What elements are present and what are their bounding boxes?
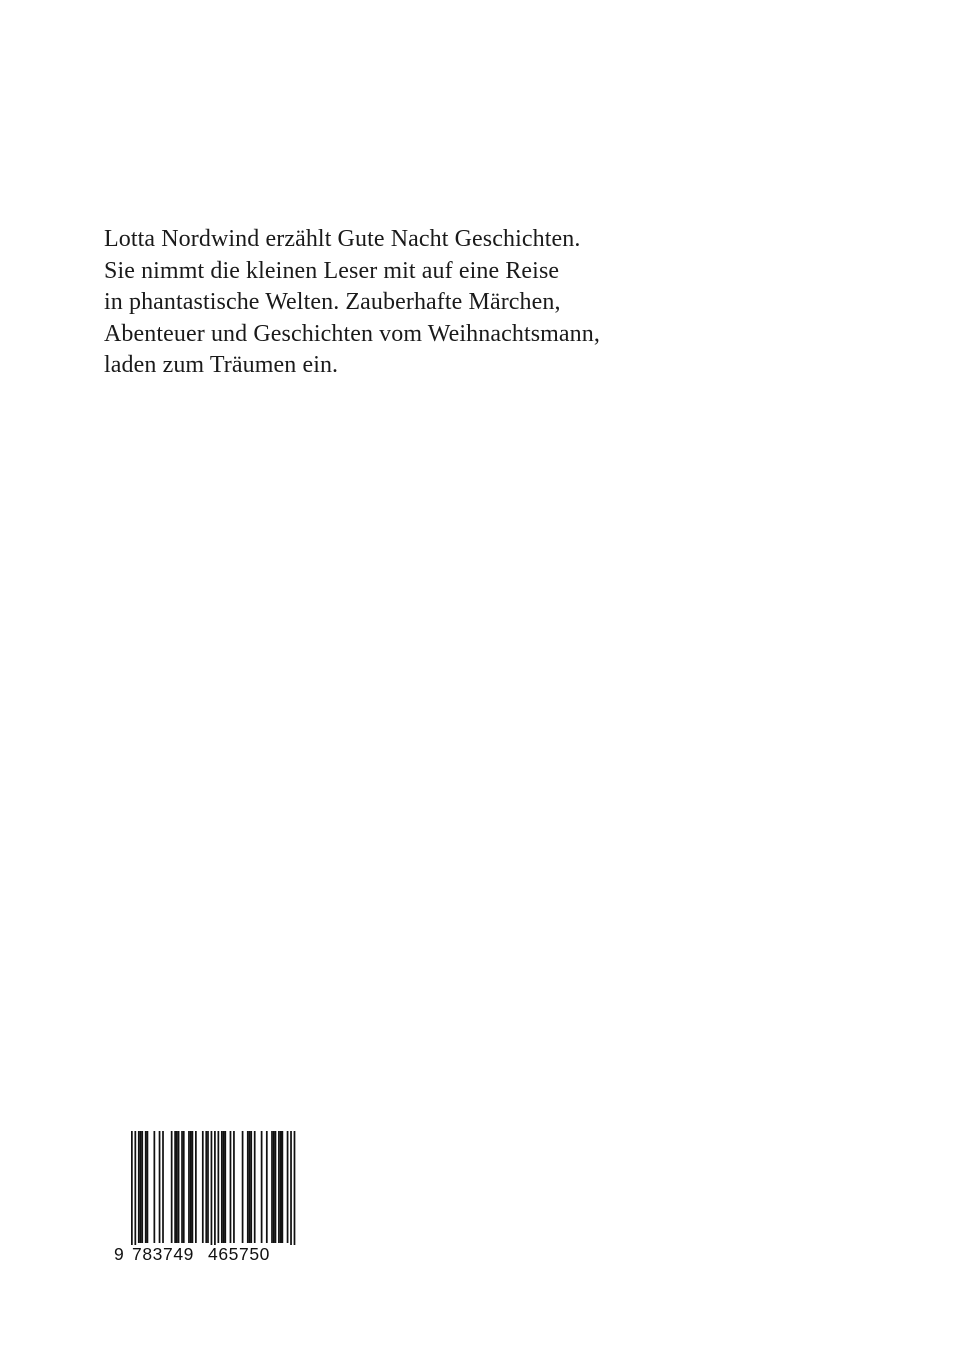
barcode-bar [159, 1131, 161, 1243]
barcode-bar [266, 1131, 268, 1243]
barcode-bar [192, 1131, 194, 1243]
barcode-bar [224, 1131, 226, 1243]
barcode-bar [202, 1131, 204, 1243]
barcode-bar [147, 1131, 149, 1243]
barcode-bar [230, 1131, 232, 1243]
barcode-guard-bar [131, 1131, 133, 1245]
barcode-bar [188, 1131, 190, 1243]
barcode-bar [171, 1131, 173, 1243]
barcode-bar [145, 1131, 147, 1243]
barcode-bar [140, 1131, 142, 1243]
barcode-bar [233, 1131, 235, 1243]
barcode-guard-bar [290, 1131, 292, 1245]
blurb-line: in phantastische Welten. Zauberhafte Märchen, [104, 289, 561, 316]
barcode-bar [250, 1131, 252, 1243]
blurb-line: Lotta Nordwind erzählt Gute Nacht Geschichten. [104, 226, 581, 252]
barcode-guard-bar [211, 1131, 213, 1245]
barcode-bar [242, 1131, 244, 1243]
barcode-bar [153, 1131, 155, 1243]
barcode-bar [247, 1131, 249, 1243]
barcode-bar [273, 1131, 275, 1243]
barcode-bar [207, 1131, 209, 1243]
isbn-left-digits: 783749 [132, 1244, 194, 1264]
barcode-bar [141, 1131, 143, 1243]
blurb-line: Abenteuer und Geschichten vom Weihnachtsmann, [104, 320, 600, 347]
barcode-bar [190, 1131, 192, 1243]
blurb-line: laden zum Träumen ein. [104, 352, 339, 379]
barcode-bar [218, 1131, 220, 1243]
barcode-bar [178, 1131, 180, 1243]
barcode-bar [275, 1131, 277, 1243]
barcode-bar [282, 1131, 284, 1243]
barcode-bar [183, 1131, 185, 1243]
back-cover-blurb [104, 224, 824, 382]
isbn-number [114, 1244, 296, 1266]
barcode-bar [249, 1131, 251, 1243]
isbn-lead-digit: 9 [114, 1244, 124, 1264]
barcode-bar [221, 1131, 223, 1243]
barcode-bars [114, 1131, 296, 1245]
isbn-barcode [114, 1131, 296, 1267]
barcode-bar [138, 1131, 140, 1243]
barcode-guard-bar [134, 1131, 136, 1245]
barcode-bar [287, 1131, 289, 1243]
barcode-bar [261, 1131, 263, 1243]
barcode-guard-bar [294, 1131, 296, 1245]
barcode-bar [223, 1131, 225, 1243]
barcode-bar [162, 1131, 164, 1243]
barcode-bar [254, 1131, 256, 1243]
barcode-bar [280, 1131, 282, 1243]
barcode-bar [176, 1131, 178, 1243]
barcode-bar [181, 1131, 183, 1243]
barcode-bar [271, 1131, 273, 1243]
isbn-right-digits: 465750 [208, 1244, 270, 1264]
barcode-bar [278, 1131, 280, 1243]
barcode-bar [174, 1131, 176, 1243]
barcode-bar [205, 1131, 207, 1243]
barcode-bar [195, 1131, 197, 1243]
blurb-line: Sie nimmt die kleinen Leser mit auf eine Reise [104, 257, 560, 284]
barcode-guard-bar [214, 1131, 216, 1245]
